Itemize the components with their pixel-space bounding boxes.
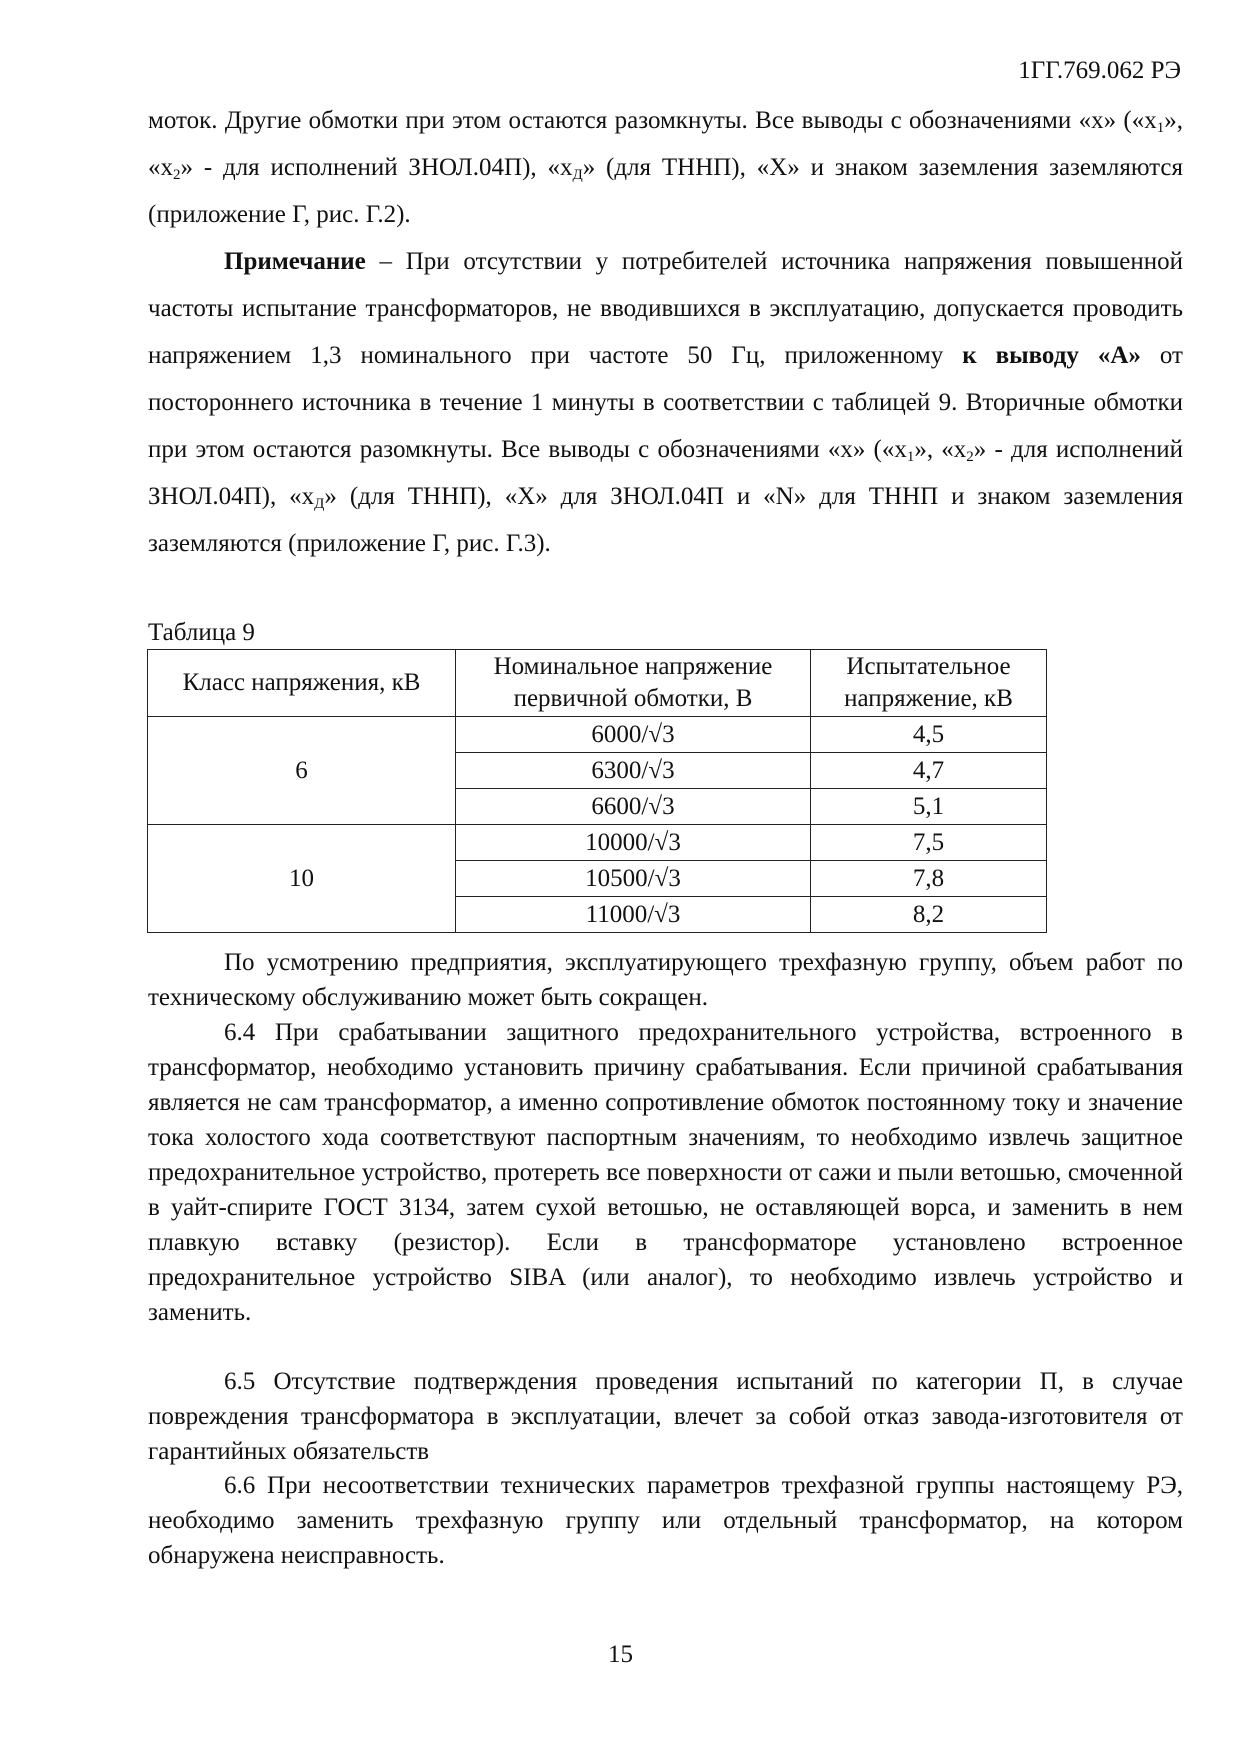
section-6-4: 6.4 При срабатывании защитного предохранительного устройства, встроенного в трансформатор, необходимо установить причину срабатывания. Если причиной срабатывания является не сам трансформатор, а именно сопротивление обмоток постоянному току и значение тока холостого хода соответствуют паспортным значениям, то необходимо извлечь защитное предохранительное устройство, протереть все поверхности от сажи и пыли ветошью, смоченной в уайт-спирите ГОСТ 3134, затем сухой ветошью, не оставляющей ворса, и заменить в нем плавкую вставку (резистор). Если в трансформаторе установлено встроенное предохранительное устройство SIBA (или аналог), то необходимо извлечь устройство и заменить. — [148, 1019, 1183, 1326]
test-voltage-cell: 7,8 — [811, 861, 1047, 897]
nominal-voltage-cell: 10500/√3 — [456, 861, 811, 897]
document-code: 1ГГ.769.062 РЭ — [1018, 57, 1181, 84]
nominal-voltage-cell: 6300/√3 — [456, 753, 811, 789]
header-voltage-class: Класс напряжения, кВ — [148, 650, 456, 717]
paragraph-grounding — [148, 97, 1183, 238]
subscript: 1 — [906, 449, 915, 465]
test-voltage-cell: 5,1 — [811, 789, 1047, 825]
text-run: моток. Другие обмотки при этом остаются разомкнуты. Все выводы с обозначениями «x» («x — [148, 107, 1157, 134]
voltage-test-table — [147, 649, 1047, 933]
page-number: 15 — [608, 1641, 633, 1668]
text-run: » - для исполнений ЗНОЛ.04П), «x — [180, 154, 573, 181]
subscript: Д — [572, 167, 583, 183]
voltage-class-cell: 6 — [148, 717, 456, 825]
text-run: » (для ТННП), «Х» для ЗНОЛ.04П и «N» для ТННП и знаком заземления заземляются (приложение Г, рис. Г.3). — [148, 483, 1183, 557]
header-test-voltage: Испытательное напряжение, кВ — [811, 650, 1047, 717]
text-run: » - для исполнений ЗНОЛ.04П), «x — [148, 436, 1183, 510]
subscript: 2 — [173, 167, 181, 183]
subscript: 2 — [966, 449, 974, 465]
nominal-voltage-cell: 6000/√3 — [456, 717, 811, 753]
nominal-voltage-cell: 10000/√3 — [456, 825, 811, 861]
text-run: от постороннего источника в течение 1 минуты в соответствии с таблицей 9. Вторичные обмотки при этом остаются разомкнуты. Все выводы с обозначениями «x» («x — [148, 342, 1183, 463]
text-run: – При отсутствии у потребителей источника напряжения повышенной частоты испытание трансформаторов, не вводившихся в эксплуатацию, допускается проводить напряжением 1,3 номинального при частоте 50 Гц, приложенному — [148, 248, 1183, 369]
table-caption: Таблица 9 — [148, 619, 255, 646]
voltage-class-cell: 10 — [148, 825, 456, 933]
subscript: Д — [314, 496, 325, 512]
paragraph-maintenance-scope: По усмотрению предприятия, эксплуатирующего трехфазную группу, объем работ по техническому обслуживанию может быть сокращен. — [148, 949, 1183, 1011]
text-run: » (для ТННП), «Х» и знаком заземления заземляются (приложение Г, рис. Г.2). — [148, 154, 1183, 228]
note-label: Примечание — [224, 248, 366, 275]
table-header-row — [148, 650, 1047, 717]
bold-text: к выводу «А» — [962, 342, 1141, 369]
test-voltage-cell: 4,5 — [811, 717, 1047, 753]
table-row — [148, 825, 1047, 861]
nominal-voltage-cell: 11000/√3 — [456, 897, 811, 933]
header-nominal-voltage: Номинальное напряжение первичной обмотки, В — [456, 650, 811, 717]
subscript: 1 — [1156, 120, 1165, 136]
note-paragraph — [148, 238, 1183, 567]
section-6-6: 6.6 При несоответствии технических параметров трехфазной группы настоящему РЭ, необходимо заменить трехфазную группу или отдельный трансформатор, на котором обнаружена неисправность. — [148, 1472, 1183, 1569]
test-voltage-cell: 7,5 — [811, 825, 1047, 861]
test-voltage-cell: 8,2 — [811, 897, 1047, 933]
text-run: », «x — [148, 107, 1183, 181]
text-run: », «x — [914, 436, 967, 463]
test-voltage-cell: 4,7 — [811, 753, 1047, 789]
nominal-voltage-cell: 6600/√3 — [456, 789, 811, 825]
table-row — [148, 717, 1047, 753]
section-6-5: 6.5 Отсутствие подтверждения проведения испытаний по категории П, в случае повреждения трансформатора в эксплуатации, влечет за собой отказ завода-изготовителя от гарантийных обязательств — [148, 1368, 1183, 1465]
